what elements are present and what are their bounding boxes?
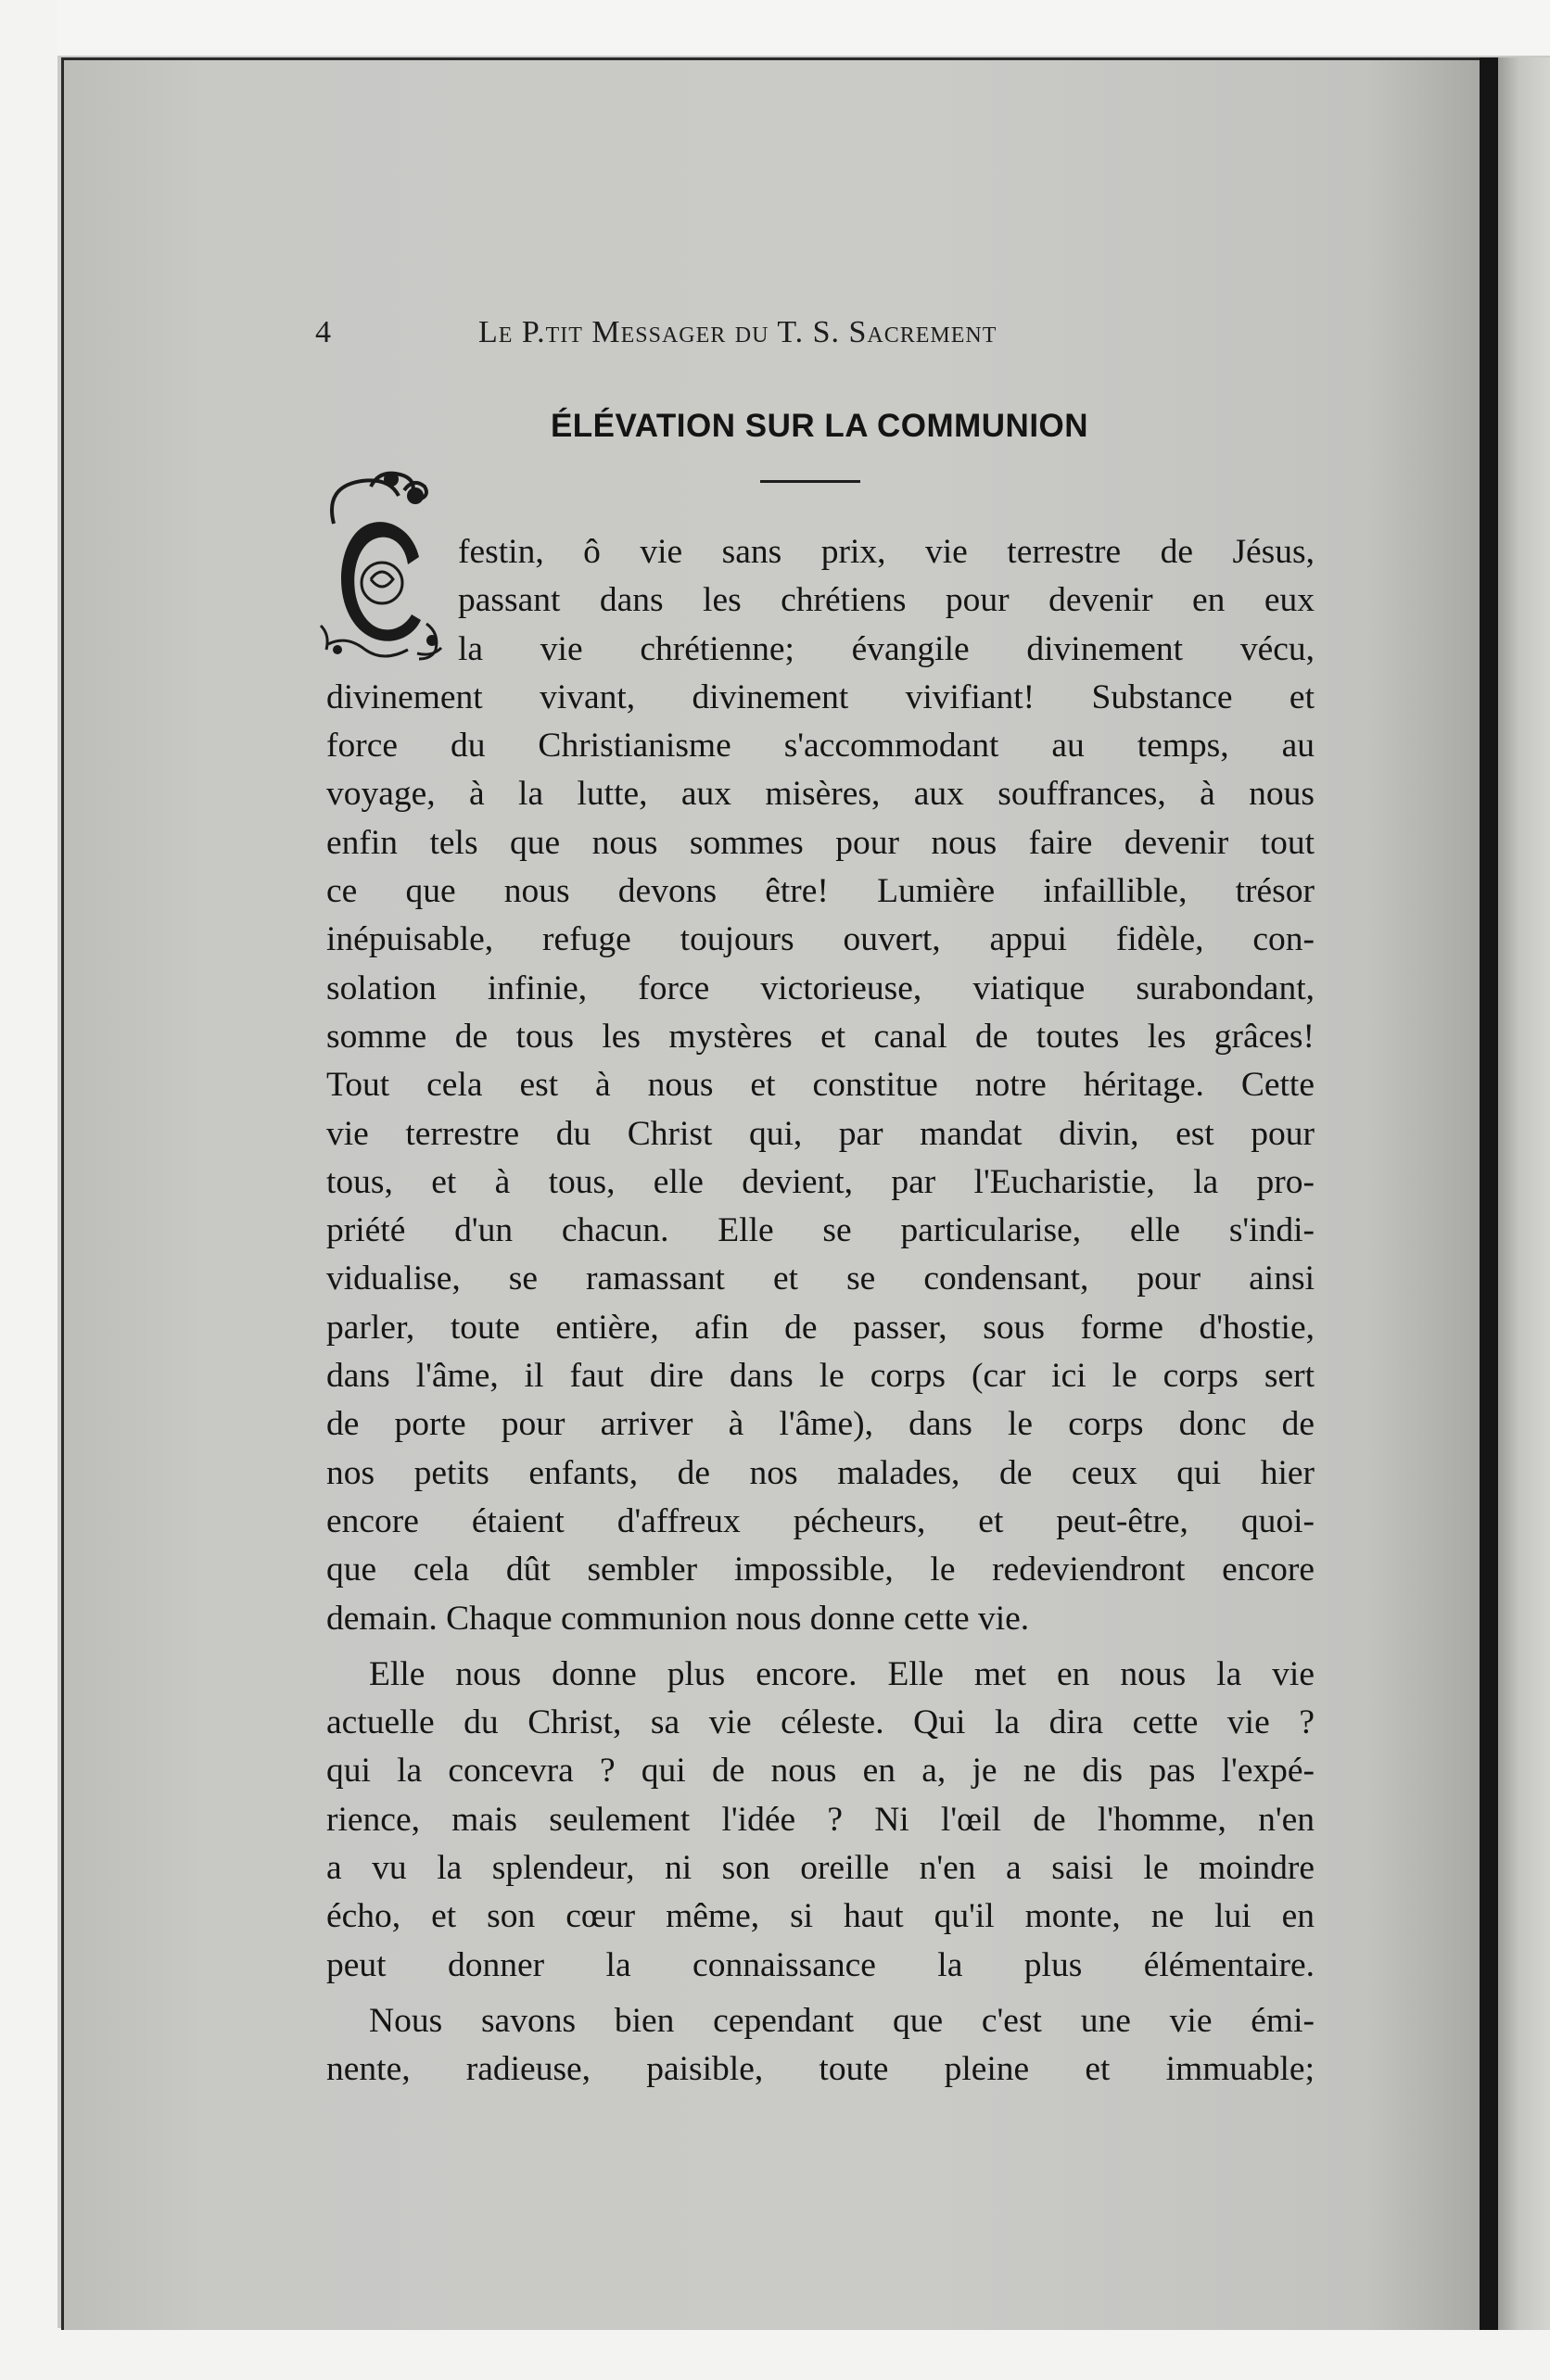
text-line: rience, mais seulement l'idée ? Ni l'œil de l'homme, n'en xyxy=(326,1800,1315,1839)
text-line: voyage, à la lutte, aux misères, aux souffrances, à nous xyxy=(326,775,1315,814)
text-line: passant dans les chrétiens pour devenir en eux xyxy=(458,581,1315,620)
text-line: vidualise, se ramassant et se condensant, pour ainsi xyxy=(326,1260,1315,1298)
text-line: encore étaient d'affreux pécheurs, et peut-être, quoi- xyxy=(326,1501,1315,1540)
text-line: nente, radieuse, paisible, toute pleine et immuable; xyxy=(326,2050,1315,2089)
running-head xyxy=(315,315,1298,361)
text-line: festin, ô vie sans prix, vie terrestre de Jésus, xyxy=(458,533,1315,571)
text-line: Nous savons bien cependant que c'est une vie émi- xyxy=(369,2001,1315,2040)
text-line: parler, toute entière, afin de passer, sous forme d'hostie, xyxy=(326,1308,1315,1347)
scan-margin-top xyxy=(0,0,1550,56)
text-line: de porte pour arriver à l'âme), dans le corps donc de xyxy=(326,1405,1315,1444)
text-line: que cela dût sembler impossible, le redeviendront encore xyxy=(326,1551,1315,1589)
text-line: divinement vivant, divinement vivifiant! Substance et xyxy=(326,677,1315,716)
text-line: actuelle du Christ, sa vie céleste. Qui la dira cette vie ? xyxy=(326,1703,1315,1742)
article-body xyxy=(326,528,1315,2095)
text-line: Elle nous donne plus encore. Elle met en nous la vie xyxy=(369,1654,1315,1693)
text-line: inépuisable, refuge toujours ouvert, appui fidèle, con- xyxy=(326,920,1315,959)
book-gutter xyxy=(1480,57,1498,2330)
text-line: a vu la splendeur, ni son oreille n'en a saisi le moindre xyxy=(326,1849,1315,1888)
adjacent-page-edge xyxy=(1498,57,1550,2330)
text-line: nos petits enfants, de nos malades, de ceux qui hier xyxy=(326,1453,1315,1492)
title-rule xyxy=(760,480,860,483)
text-line: écho, et son cœur même, si haut qu'il monte, ne lui en xyxy=(326,1897,1315,1936)
drop-cap-indented-lines xyxy=(458,528,1315,674)
scan-margin-left xyxy=(0,0,57,2380)
text-line: priété d'un chacun. Elle se particularise, elle s'indi- xyxy=(326,1211,1315,1250)
text-line: dans l'âme, il faut dire dans le corps (car ici le corps sert xyxy=(326,1357,1315,1396)
article-title: ÉLÉVATION SUR LA COMMUNION xyxy=(550,408,1089,444)
text-line: ce que nous devons être! Lumière infaillible, trésor xyxy=(326,872,1315,911)
text-line: somme de tous les mystères et canal de toutes les grâces! xyxy=(326,1017,1315,1056)
text-line: solation infinie, force victorieuse, viatique surabondant, xyxy=(326,968,1315,1007)
text-line: demain. Chaque communion nous donne cette vie. xyxy=(326,1599,1030,1638)
text-line: qui la concevra ? qui de nous en a, je ne dis pas l'expé- xyxy=(326,1752,1315,1791)
text-line: Tout cela est à nous et constitue notre héritage. Cette xyxy=(326,1066,1315,1105)
text-line: tous, et à tous, elle devient, par l'Eucharistie, la pro- xyxy=(326,1162,1315,1201)
scan-margin-bottom xyxy=(0,2328,1550,2380)
text-line: la vie chrétienne; évangile divinement vécu, xyxy=(458,629,1315,668)
text-line: enfin tels que nous sommes pour nous faire devenir tout xyxy=(326,823,1315,862)
page-number: 4 xyxy=(315,315,331,349)
text-line: peut donner la connaissance la plus élémentaire. xyxy=(326,1945,1315,1984)
text-line: vie terrestre du Christ qui, par mandat divin, est pour xyxy=(326,1114,1315,1153)
text-line: force du Christianisme s'accommodant au temps, au xyxy=(326,727,1315,766)
running-head-title: Le P.tit Messager du T. S. Sacrement xyxy=(478,315,997,349)
